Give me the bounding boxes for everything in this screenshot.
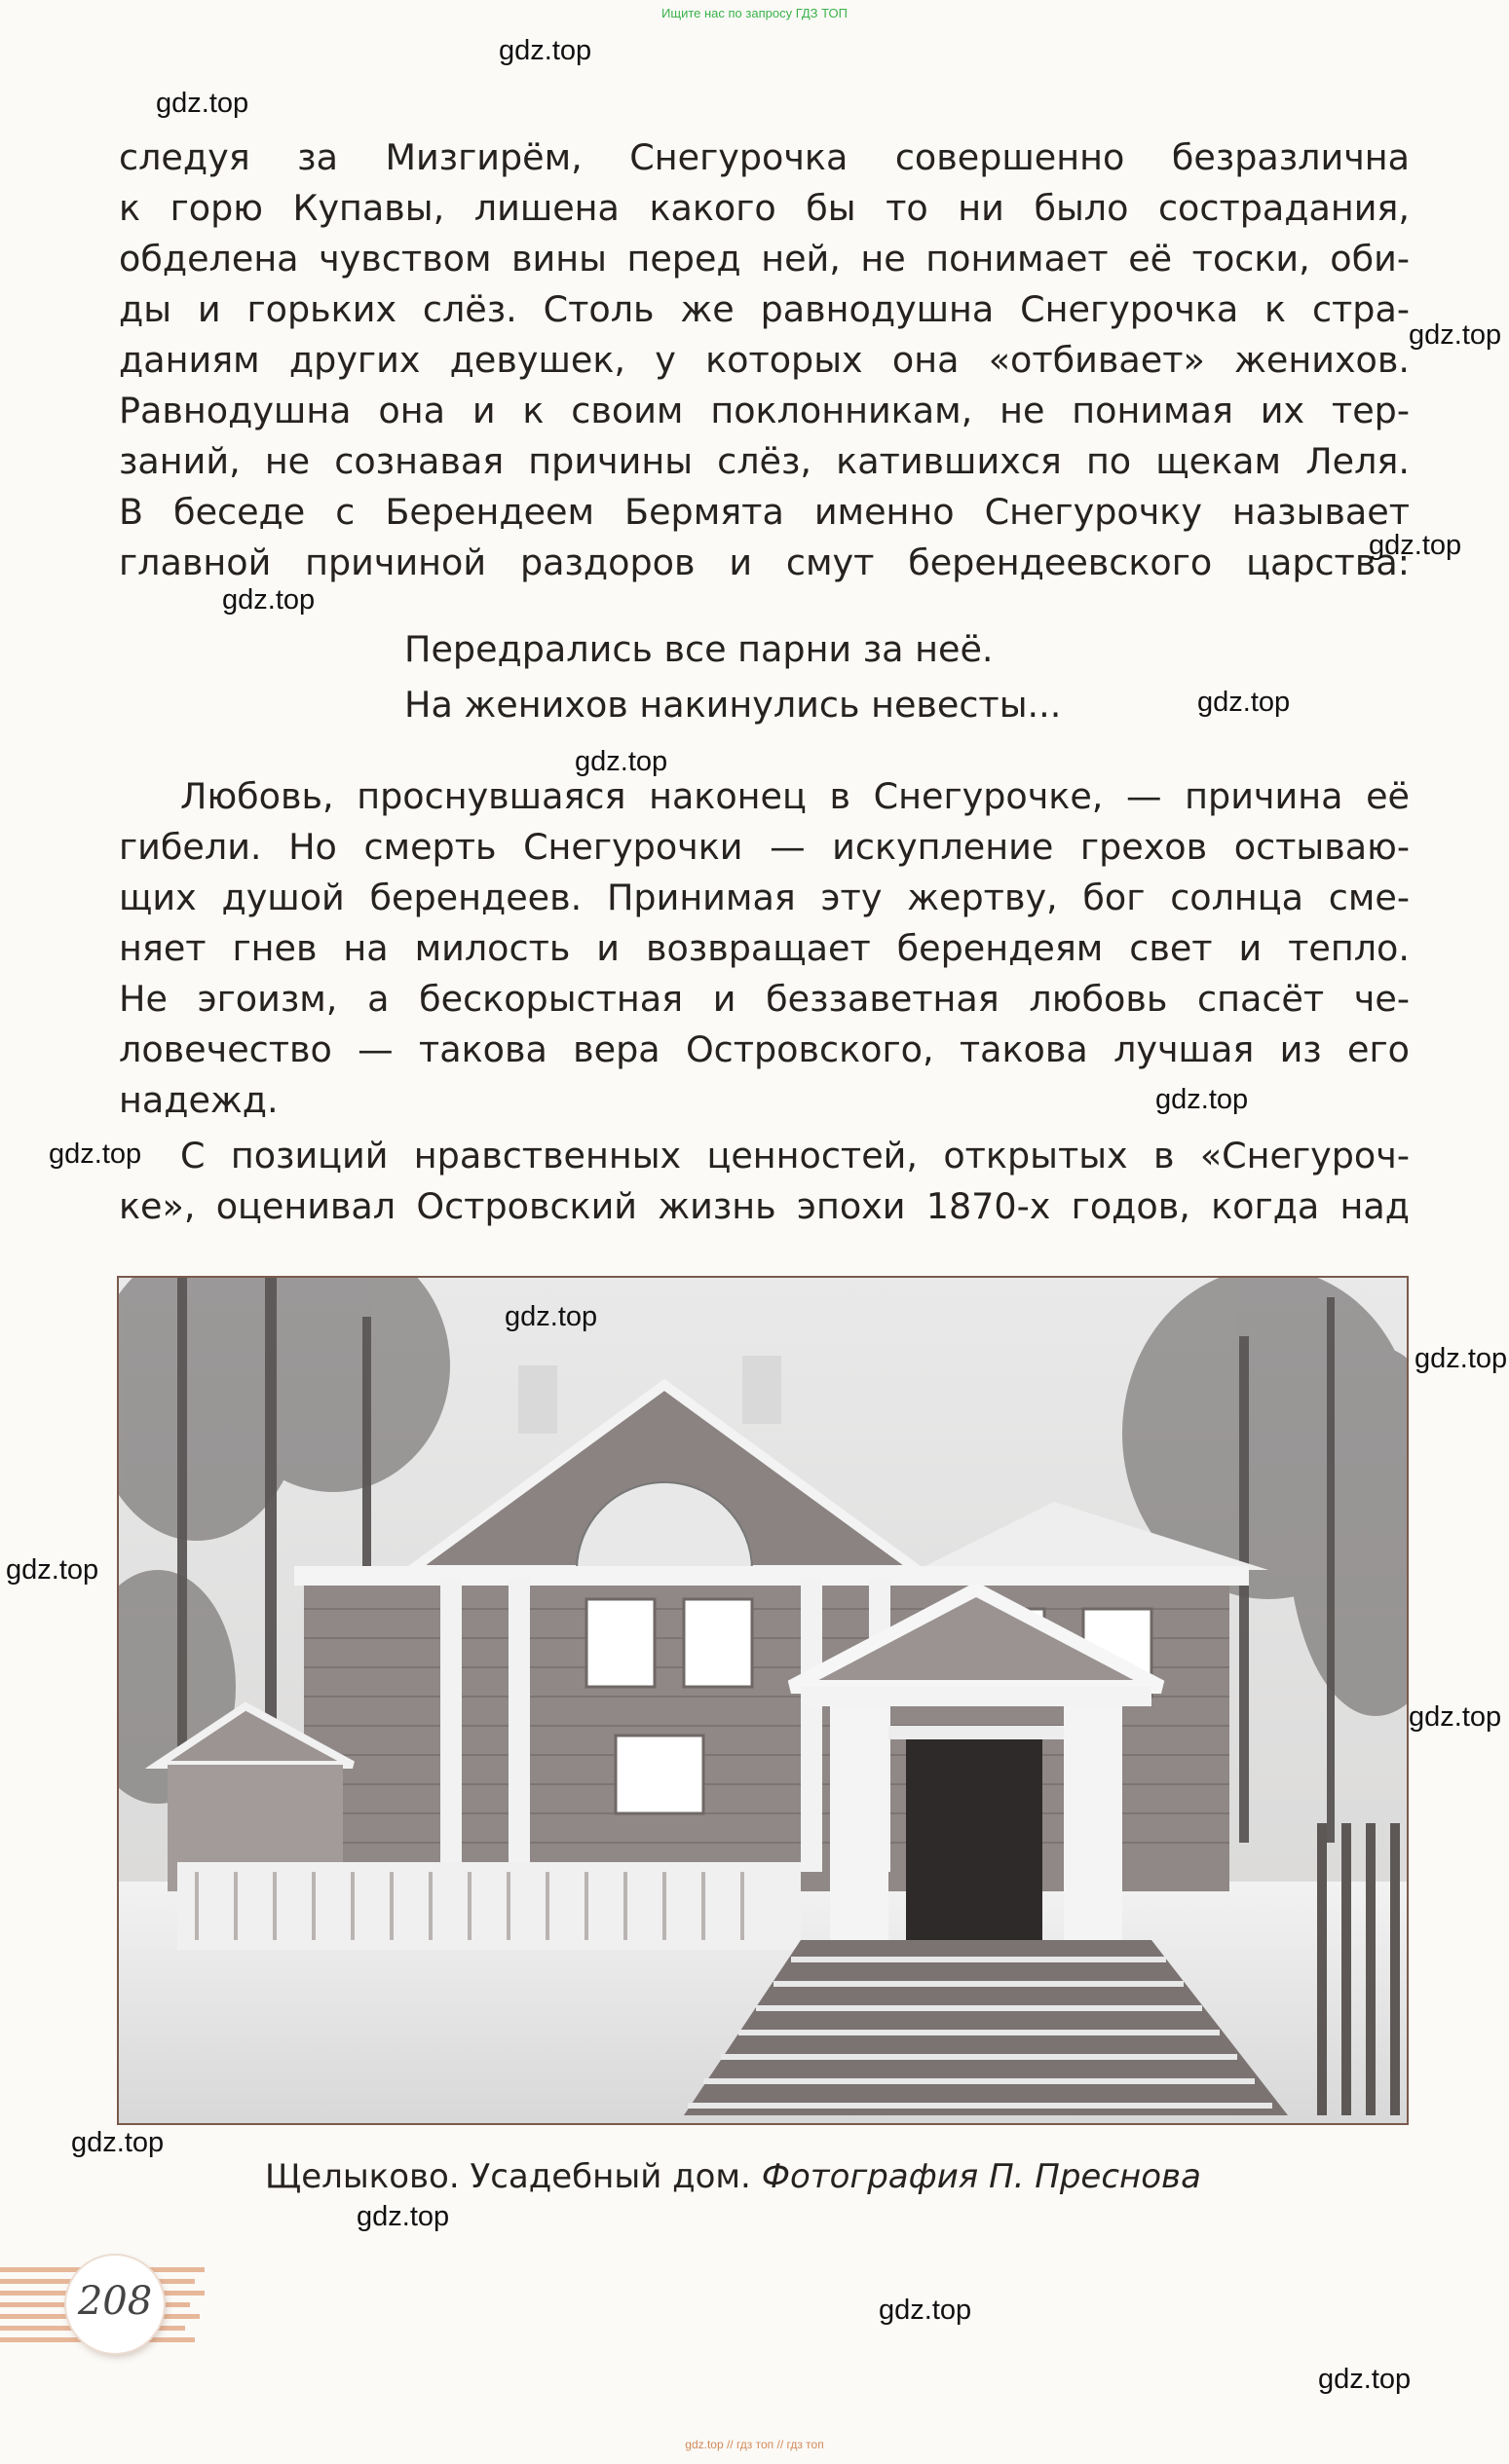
text-line: обделена чувством вины перед ней, не понимает её тоски, оби- <box>119 238 1410 280</box>
caption-credit: Фотография П. Преснова <box>761 2157 1201 2196</box>
text-line: к горю Купавы, лишена какого бы то ни было сострадания, <box>119 187 1410 229</box>
text-line: надежд. <box>119 1079 279 1121</box>
text-line: даниям других девушек, у которых она «отбивает» женихов. <box>119 339 1410 381</box>
top-banner: Ищите нас по запросу ГДЗ ТОП <box>661 6 848 20</box>
poem-quote <box>404 621 1281 732</box>
watermark: gdz.top <box>1197 687 1291 718</box>
watermark: gdz.top <box>1155 1084 1249 1115</box>
text-line: ловечество — такова вера Островского, такова лучшая из его <box>119 1028 1410 1070</box>
manor-house-photo <box>117 1276 1409 2125</box>
text-line: заний, не сознавая причины слёз, катившихся по щекам Леля. <box>119 440 1410 482</box>
watermark: gdz.top <box>156 88 249 119</box>
watermark: gdz.top <box>71 2127 165 2158</box>
page-number: 208 <box>77 2279 153 2324</box>
photo-caption <box>265 2157 1201 2196</box>
watermark: gdz.top <box>879 2295 972 2326</box>
paragraph-2 <box>119 771 1410 1126</box>
text-line: ке», оценивал Островский жизнь эпохи 1870-х годов, когда над <box>119 1185 1410 1227</box>
bottom-banner: gdz.top // гдз топ // гдз топ <box>685 2438 824 2451</box>
text-line: следуя за Мизгирём, Снегурочка совершенно безразлична <box>119 136 1410 178</box>
watermark: gdz.top <box>1409 319 1502 351</box>
watermark: gdz.top <box>505 1301 598 1332</box>
watermark: gdz.top <box>357 2201 450 2232</box>
watermark: gdz.top <box>1409 1701 1502 1733</box>
paragraph-1 <box>119 132 1410 588</box>
text-line: ды и горьких слёз. Столь же равнодушна Снегурочка к стра- <box>119 288 1410 330</box>
text-line: В беседе с Берендеем Бермята именно Снегурочку называет <box>119 491 1410 533</box>
watermark: gdz.top <box>499 35 592 66</box>
poem-line: На женихов накинулись невесты... <box>404 684 1062 726</box>
text-line: няет гнев на милость и возвращает берендеям свет и тепло. <box>119 927 1410 969</box>
watermark: gdz.top <box>222 584 316 616</box>
text-line: главной причиной раздоров и смут берендеевского царства: <box>119 541 1410 583</box>
watermark: gdz.top <box>1415 1343 1508 1374</box>
text-line: Любовь, проснувшаяся наконец в Снегурочке, — причина её <box>180 775 1410 817</box>
manor-house-illustration <box>119 1278 1407 2123</box>
watermark: gdz.top <box>575 746 668 777</box>
watermark: gdz.top <box>6 1554 99 1586</box>
text-line: С позиций нравственных ценностей, открытых в «Снегуроч- <box>180 1135 1410 1176</box>
watermark: gdz.top <box>49 1139 142 1170</box>
caption-place: Щелыково. Усадебный дом. <box>265 2157 751 2196</box>
text-line: гибели. Но смерть Снегурочки — искупление грехов остываю- <box>119 826 1410 868</box>
paragraph-3 <box>119 1131 1410 1232</box>
text-line: Равнодушна она и к своим поклонникам, не понимая их тер- <box>119 390 1410 431</box>
watermark: gdz.top <box>1318 2364 1412 2395</box>
poem-line: Передрались все парни за неё. <box>404 628 994 670</box>
text-line: щих душой берендеев. Принимая эту жертву, бог солнца сме- <box>119 877 1410 918</box>
watermark: gdz.top <box>1369 530 1462 561</box>
text-line: Не эгоизм, а бескорыстная и беззаветная любовь спасёт че- <box>119 978 1410 1020</box>
